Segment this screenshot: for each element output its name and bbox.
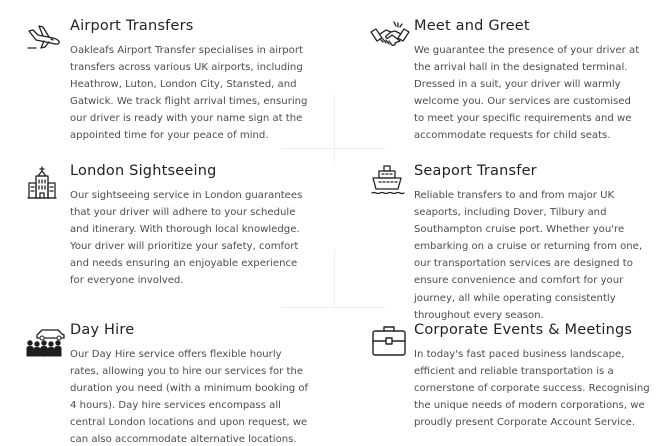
- service-description: We guarantee the presence of your driver at the arrival hall in the designated terminal. Dressed in a suit, your driver will warmly welcome you. Our services are customised to meet your specific requirements and we accommodate requests for child seats.: [414, 45, 640, 142]
- service-description: Our Day Hire service offers flexible hourly rates, allowing you to hire our services for the duration you need (with a minimum booking of 4 hours). Day hire services encompass all central London locations and upon request, we can also accommodate alternative locations.: [70, 349, 309, 446]
- column-divider-top: [334, 95, 335, 165]
- column-divider-bottom: [334, 250, 335, 310]
- building-icon: [26, 163, 66, 203]
- row-divider-1: [282, 148, 386, 149]
- car-group-icon: [26, 322, 66, 362]
- ship-icon: [370, 163, 410, 203]
- service-title: Airport Transfers: [70, 18, 194, 34]
- service-description: In today's fast paced business landscape, efficient and reliable transportation is a cornerstone of corporate success. Recognising the unique needs of modern corporations, we proudly present Corporate Account Service.: [414, 349, 650, 429]
- service-description: Reliable transfers to and from major UK seaports, including Dover, Tilbury and Southampton cruise port. Whether you're embarking on a cruise or returning from one, our transportation services are designed to ensure convenience and comfort for your journey, all while operating consistently throughout every season.: [414, 190, 643, 321]
- service-title: London Sightseeing: [70, 163, 217, 179]
- row-divider-2: [282, 307, 386, 308]
- service-title: Day Hire: [70, 322, 135, 338]
- briefcase-icon: [370, 322, 410, 362]
- service-description: Our sightseeing service in London guarantees that your driver will adhere to your schedule and itinerary. With thorough local knowledge. Your driver will prioritize your safety, comfort and needs ensuring an enjoyable experience for everyone involved.: [70, 190, 303, 287]
- service-title: Seaport Transfer: [414, 163, 537, 179]
- handshake-icon: [370, 18, 410, 58]
- service-title: Meet and Greet: [414, 18, 530, 34]
- service-title: Corporate Events & Meetings: [414, 322, 633, 338]
- service-description: Oakleafs Airport Transfer specialises in airport transfers across various UK airports, including Heathrow, Luton, London City, Stansted, and Gatwick. We track flight arrival times, ensuring our driver is ready with your name sign at the appointed time for your peace of mind.: [70, 45, 308, 142]
- airplane-icon: [26, 18, 66, 58]
